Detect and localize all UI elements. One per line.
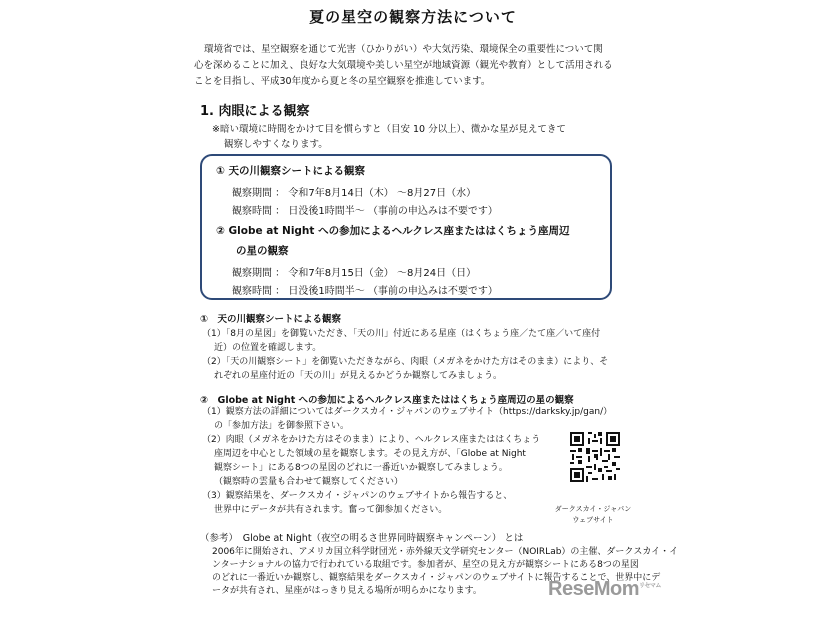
resemom-watermark [548, 578, 661, 601]
text-line: （3）観察結果を、ダークスカイ・ジャパンのウェブサイトから報告すると、 [202, 491, 513, 501]
text-line: 観察シート」にある8つの星図のどれに一番近いか観察してみましょう。 [214, 463, 508, 473]
schedule-item1-title: ① 天の川観察シートによる観察 [216, 165, 366, 177]
schedule-item1-time: 観察時間 ： 日没後1時間半～ （事前の申込みは不要です） [232, 206, 498, 217]
watermark-text: ReseMom [548, 578, 639, 600]
detail1-heading: ① 天の川観察シートによる観察 [200, 314, 342, 325]
intro-line: 心を深めることに加え、良好な大気環境や美しい星空が地域資源（観光や教育）として活用される [194, 60, 613, 71]
intro-line: 環境省では、星空観察を通じて光害（ひかりがい）や大気汚染、環境保全の重要性について関 [204, 44, 603, 55]
text-line: （観察時の雲量も合わせて観察してください） [214, 477, 404, 487]
intro-paragraph [194, 42, 634, 90]
schedule-item2-title-cont: の星の観察 [236, 245, 289, 257]
note-line: ※暗い環境に時間をかけて目を慣らすと（目安 10 分以上）、微かな星が見えてきて [212, 124, 566, 135]
page-title: 夏の星空の観察方法について [309, 8, 517, 26]
text-line: ンターナショナルの協力で行われている取組です。参加者が、星空の見え方が観察シートにある8つの星図 [212, 560, 639, 570]
detail1-text [202, 327, 608, 383]
text-line: ータが共有され、星座がはっきり見える場所が明らかになります。 [212, 586, 482, 596]
qr-caption-line: ダークスカイ・ジャパン [554, 505, 632, 513]
watermark-subtext: リセマム [638, 583, 661, 590]
intro-line: ことを目指し、平成30年度から夏と冬の星空観察を推進しています。 [194, 76, 491, 87]
schedule-item1-period: 観察期間 ： 令和7年8月14日（木） ～8月27日（水） [232, 188, 477, 199]
note-line: 観察しやすくなります。 [224, 139, 328, 150]
text-line: のどれに一番近いか観察し、観察結果をダークスカイ・ジャパンのウェブサイトに報告することで、世界中にデ [212, 573, 661, 583]
text-line: 世界中にデータが共有されます。奮って御参加ください。 [214, 505, 448, 515]
text-line: （1）「8月の星図」を御覧いただき、「天の川」付近にある星座（はくちょう座／たて座／いて座付 [202, 329, 601, 339]
darksky-qr-code[interactable] [570, 432, 620, 482]
detail2-text [202, 405, 612, 517]
adaptation-note [212, 122, 566, 152]
text-line: （2）肉眼（メガネをかけた方はそのまま）により、ヘルクレス座またははくちょう [202, 435, 541, 445]
qr-caption-line: ウェブサイト [572, 516, 614, 524]
detail2-heading: ② Globe at Night への参加によるヘルクレス座またははくちょう座周辺の星の観察 [200, 395, 574, 406]
text-line: 2006年に開始され、アメリカ国立科学財団光・赤外線天文学研究センター（NOIRLab）の主催、ダークスカイ・イ [212, 547, 679, 557]
text-line: れぞれの星座付近の「天の川」が見えるかどうか観察してみましょう。 [214, 371, 503, 381]
schedule-item2-title: ② Globe at Night への参加によるヘルクレス座またははくちょう座周辺 [216, 225, 570, 237]
text-line: （2）「天の川観察シート」を御覧いただきながら、肉眼（メガネをかけた方はそのまま）により、そ [202, 357, 609, 367]
text-line: 近）の位置を確認します。 [214, 343, 322, 353]
section-heading-naked-eye: 1. 肉眼による観察 [200, 104, 310, 119]
text-line: 座周辺を中心とした領域の星を観察します。その見え方が、「Globe at Night [214, 449, 526, 459]
text-line: （1）観察方法の詳細についてはダークスカイ・ジャパンのウェブサイト（https://darksky.jp/gan/） [202, 407, 613, 417]
qr-caption [553, 504, 633, 526]
schedule-item2-period: 観察期間 ： 令和7年8月15日（金） ～8月24日（日） [232, 268, 477, 279]
text-line: の「参加方法」を御参照下さい。 [214, 421, 350, 431]
schedule-item2-time: 観察時間 ： 日没後1時間半～ （事前の申込みは不要です） [232, 286, 498, 297]
reference-heading: （参考） Globe at Night（夜空の明るさ世界同時観察キャンペーン） とは [200, 533, 524, 544]
